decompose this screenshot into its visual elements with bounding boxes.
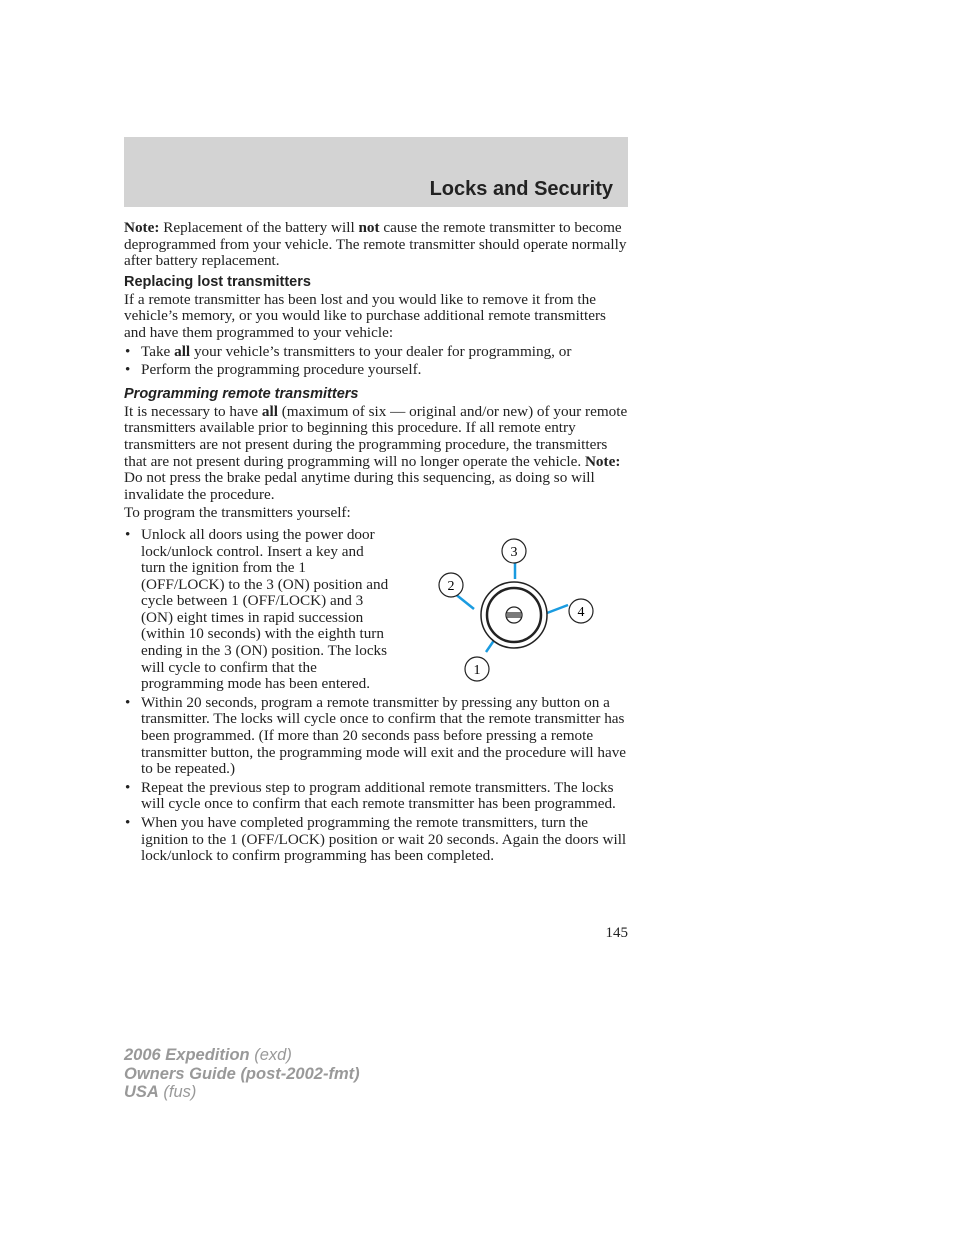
ignition-positions-figure — [390, 527, 630, 692]
programming-lead-in: To program the transmitters yourself: — [124, 504, 351, 522]
svg-text:4: 4 — [577, 604, 585, 620]
list-item: • Perform the programming procedure yourself. — [124, 362, 630, 379]
page-number: 145 — [605, 925, 628, 941]
list-item: • Repeat the previous step to program additional remote transmitters. The locks will cycle once to confirm that each remote transmitter has been programmed. — [124, 780, 630, 813]
heading-replacing-lost-transmitters: Replacing lost transmitters — [124, 273, 311, 290]
section-header — [124, 137, 628, 207]
line-position-4 — [547, 605, 568, 613]
position-label-2 — [439, 573, 463, 597]
list-item: • Take all your vehicle’s transmitters to your dealer for programming, or — [124, 344, 630, 361]
replacing-body: If a remote transmitter has been lost and you would like to remove it from the vehicle’s memory, or you would like to purchase additional remote transmitters and have them programmed to your vehicle: — [124, 290, 606, 341]
position-label-4 — [569, 599, 593, 623]
battery-note: Note: Replacement of the battery will not cause the remote transmitter to become deprogrammed from your vehicle. The remote transmitter should operate normally after battery replacement. — [124, 219, 627, 270]
section-title: Locks and Security — [429, 178, 613, 200]
key-slot-icon — [506, 607, 522, 623]
page-content — [124, 220, 630, 867]
document-footer — [124, 1046, 360, 1102]
heading-programming-remote-transmitters: Programming remote transmitters — [124, 385, 359, 402]
position-label-1 — [465, 657, 489, 681]
footer-line-2: Owners Guide (post-2002-fmt) — [124, 1064, 360, 1083]
programming-steps — [124, 527, 630, 865]
replacing-list — [124, 344, 630, 379]
svg-text:1: • 1 — [473, 662, 481, 678]
ignition-diagram — [390, 527, 630, 692]
position-label-3 — [502, 539, 526, 563]
list-item: • 1 2 3 4 Unlock all doors using the power door lock/unlock control. Insert a key and turn the ignition from the 1 (OFF/LOCK) to the 3 (ON) position and cycle between 1 (OFF/LOCK) and 3 (ON) eight times in rapid succession (within 10 seconds) with the eighth turn ending in the 3 (ON) position. The locks will cycle to confirm that the programming mode has been entered. — [124, 527, 630, 693]
list-item: • When you have completed programming the remote transmitters, turn the ignition to the 1 (OFF/LOCK) position or wait 20 seconds. Again the doors will lock/unlock to confirm programming has been completed. — [124, 815, 630, 865]
list-item: • Within 20 seconds, program a remote transmitter by pressing any button on a transmitter. The locks will cycle once to confirm that the remote transmitter has been programmed. (If more than 20 seconds pass before pressing a remote transmitter button, the programming mode will exit and the procedure will have to be repeated.) — [124, 695, 630, 778]
programming-intro: It is necessary to have all (maximum of six — original and/or new) of your remote transmitters available prior to beginning this procedure. If all remote entry transmitters are not present during the programming procedure, the transmitters that are not present during programming will no longer operate the vehicle. Note: Do not press the brake pedal anytime during this sequencing, as doing so will invalidate the procedure. — [124, 402, 628, 503]
svg-text:3: 3 — [510, 544, 518, 560]
footer-line-1: 2006 Expedition (exd) — [124, 1046, 292, 1064]
footer-line-3: USA (fus) — [124, 1083, 197, 1101]
svg-text:2: 2 — [447, 578, 455, 594]
